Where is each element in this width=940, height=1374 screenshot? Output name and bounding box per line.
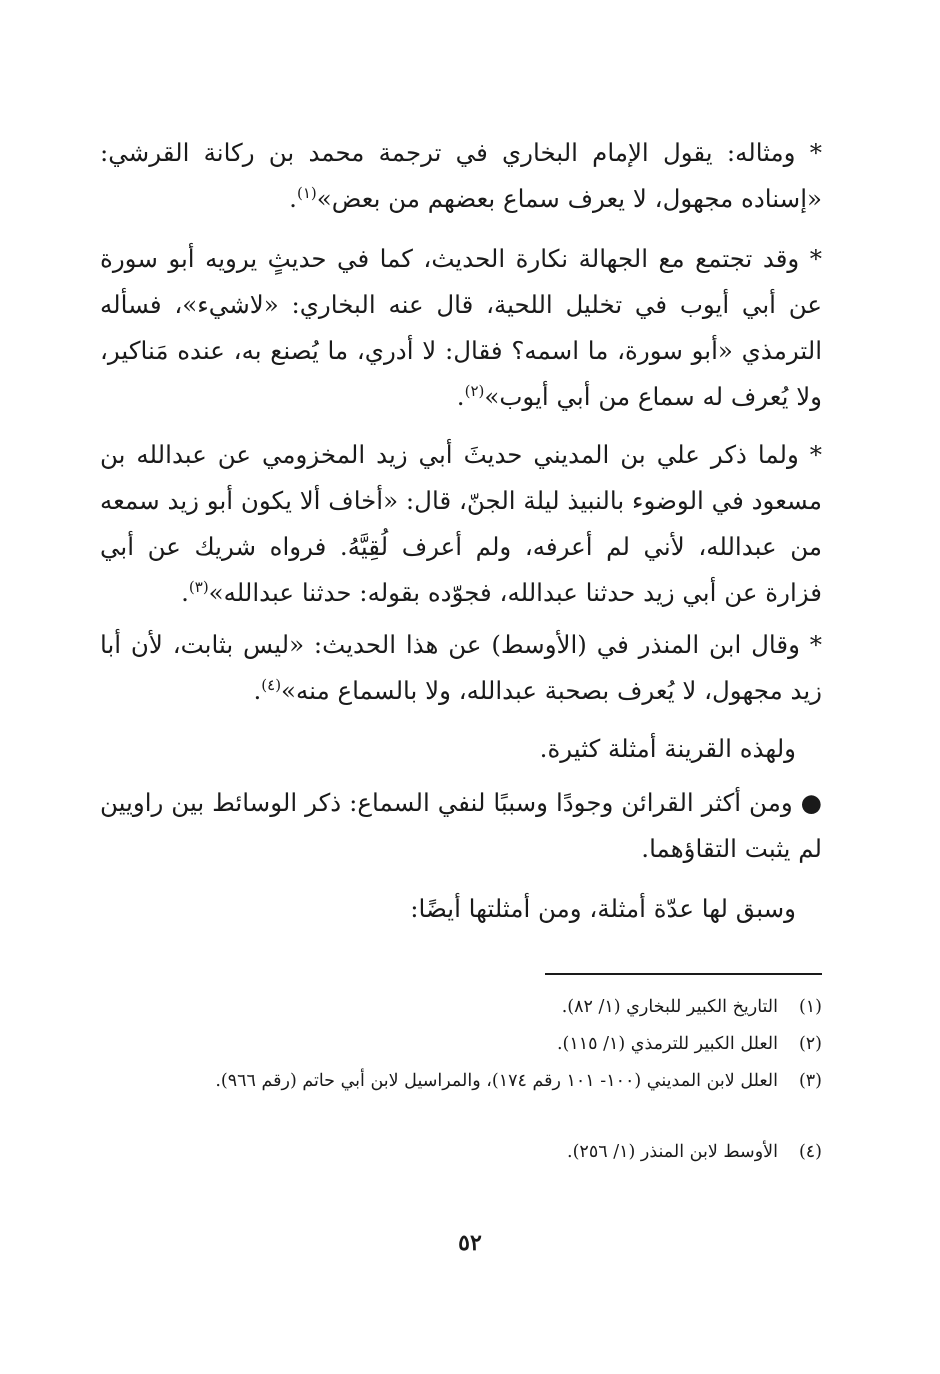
footnote-2 xyxy=(100,1027,822,1061)
paragraph-end: . xyxy=(181,578,189,607)
footnote-number: (٣) xyxy=(798,1071,822,1091)
paragraph-5: ولهذه القرينة أمثلة كثيرة. xyxy=(539,734,796,763)
footnote-ref: (٣) xyxy=(188,577,209,596)
page-number: ٥٢ xyxy=(458,1230,482,1256)
paragraph-text: * وقد تجتمع مع الجهالة نكارة الحديث، كما في حديثٍ يرويه أبو سورة عن أبي أيوب في تخليل اللحية، قال عنه البخاري: «لاشيء»، فسأله الترمذي «أبو سورة، ما اسمه؟ فقال: لا أدري، ما يُصنع به، عنده مَناكير، ولا يُعرف له سماع من أبي أيوب» xyxy=(100,244,822,411)
footnote-number: (٤) xyxy=(798,1142,822,1162)
footnote-separator xyxy=(545,973,822,975)
footnote-1 xyxy=(100,990,822,1024)
paragraph-1 xyxy=(100,130,822,222)
footnote-text: الأوسط لابن المنذر (١/ ٢٥٦). xyxy=(567,1142,778,1162)
paragraph-3 xyxy=(100,432,822,616)
paragraph-4 xyxy=(100,622,822,714)
footnote-text: التاريخ الكبير للبخاري (١/ ٨٢). xyxy=(561,997,778,1017)
footnote-ref: (١) xyxy=(296,183,317,202)
footnote-text: العلل لابن المديني (١٠٠- ١٠١ رقم ١٧٤)، والمراسيل لابن أبي حاتم (رقم ٩٦٦). xyxy=(215,1071,778,1091)
paragraph-7: وسبق لها عدّة أمثلة، ومن أمثلتها أيضًا: xyxy=(410,894,796,923)
paragraph-2 xyxy=(100,236,822,420)
footnote-ref: (٤) xyxy=(261,675,282,694)
paragraph-text: * ومثاله: يقول الإمام البخاري في ترجمة محمد بن ركانة القرشي: «إسناده مجهول، لا يعرف سماع بعضهم من بعض» xyxy=(100,138,822,213)
footnote-4 xyxy=(100,1135,822,1169)
paragraph-end: . xyxy=(456,382,465,411)
paragraph-text: * وقال ابن المنذر في (الأوسط) عن هذا الحديث: «ليس بثابت، لأن أبا زيد مجهول، لا يُعرف بصحبة عبدالله، ولا بالسماع منه» xyxy=(100,630,822,705)
paragraph-end: . xyxy=(289,184,297,213)
footnote-3 xyxy=(100,1064,822,1098)
footnote-number: (١) xyxy=(798,997,822,1017)
footnote-ref: (٢) xyxy=(464,381,485,400)
footnote-number: (٢) xyxy=(798,1034,822,1054)
paragraph-end: . xyxy=(253,676,262,705)
footnote-text: العلل الكبير للترمذي (١/ ١١٥). xyxy=(556,1034,778,1054)
paragraph-text: * ولما ذكر علي بن المديني حديثَ أبي زيد المخزومي عن عبدالله بن مسعود في الوضوء بالنبيذ ليلة الجنّ، قال: «أخاف ألا يكون أبو زيد سمعه من عبدالله، لأني لم أعرفه، ولم أعرف لُقِيَّهُ. فرواه شريك عن أبي فزارة عن أبي زيد حدثنا عبدالله، فجوّده بقوله: حدثنا عبدالله» xyxy=(100,440,822,607)
paragraph-6: ● ومن أكثر القرائن وجودًا وسببًا لنفي السماع: ذكر الوسائط بين راويين لم يثبت التقاؤهما. xyxy=(100,788,822,863)
